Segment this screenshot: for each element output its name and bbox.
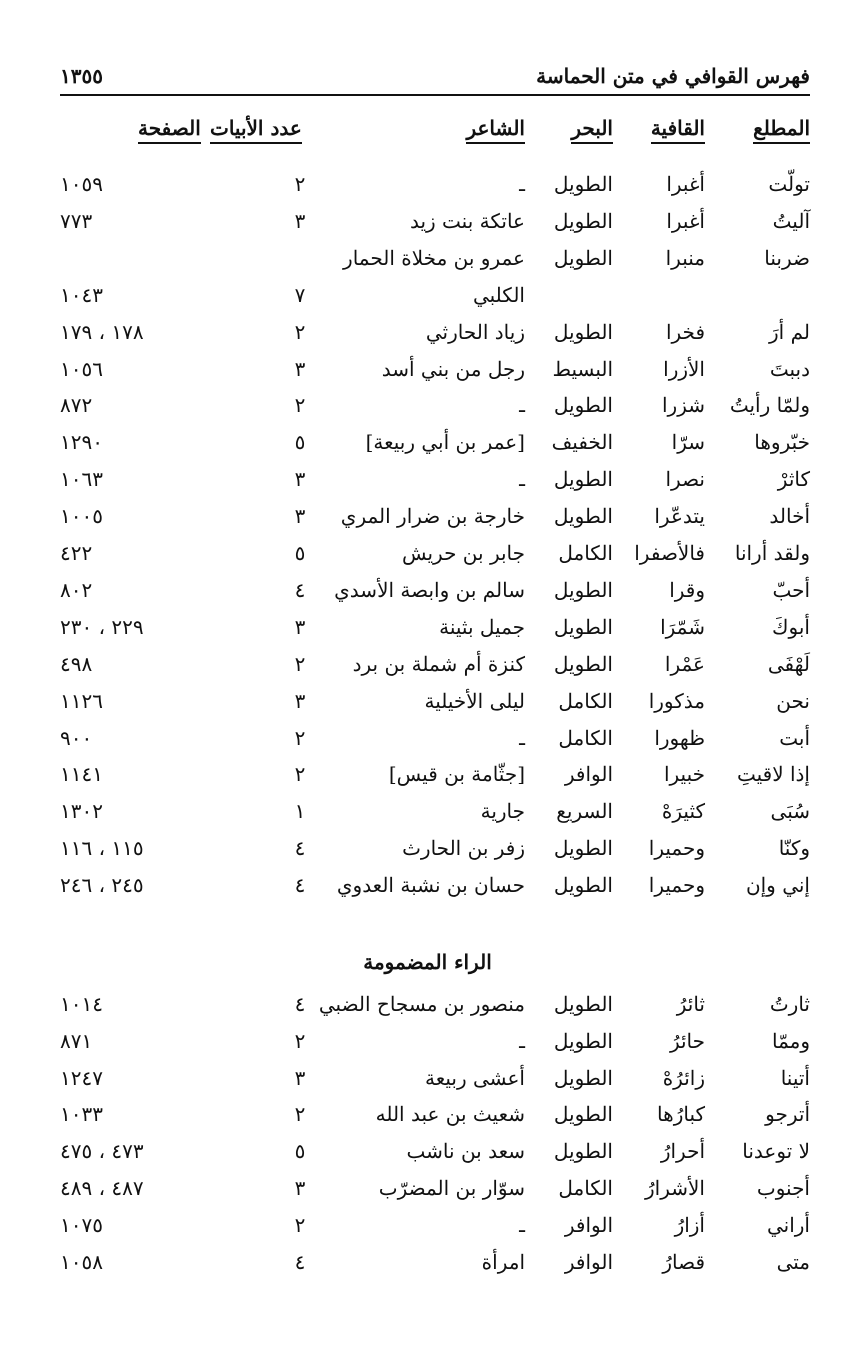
cell-matla: خبّروها — [754, 430, 810, 455]
cell-abyat: ٥ — [294, 430, 306, 455]
cell-abyat: ٢ — [294, 725, 306, 750]
cell-abyat: ٤ — [294, 1249, 306, 1274]
cell-shaer: ليلى الأخيلية — [424, 688, 525, 713]
column-header-qafiya: القافية — [651, 116, 705, 152]
cell-bahr: الطويل — [553, 836, 613, 861]
table-row — [0, 792, 855, 830]
cell-qafiya: كثيرَهْ — [661, 799, 705, 824]
table-row — [0, 534, 855, 572]
cell-matla: ولقد أرانا — [734, 541, 810, 565]
running-title: فهرس القوافي في متن الحماسة — [536, 64, 810, 88]
cell-qafiya: قصارُ — [662, 1249, 705, 1274]
cell-bahr: الخفيف — [551, 430, 613, 455]
table-row — [0, 645, 855, 683]
cell-safha: ١٠٠٥ — [60, 504, 103, 529]
cell-safha: ١٢٩٠ — [60, 430, 103, 455]
cell-safha: ٧٧٣ — [60, 208, 93, 233]
cell-safha: ١٢٤٧ — [60, 1065, 103, 1090]
cell-qafiya: خبيرا — [663, 762, 705, 787]
cell-qafiya: ثائرُ — [676, 992, 705, 1016]
cell-qafiya: منبرا — [665, 245, 705, 270]
cell-shaer: ـ — [519, 1028, 525, 1053]
cell-bahr: الطويل — [553, 467, 613, 492]
cell-abyat: ٤ — [294, 577, 306, 602]
table-row — [0, 386, 855, 424]
cell-bahr: البسيط — [552, 356, 613, 381]
table-row — [0, 608, 855, 646]
table-row — [0, 1132, 855, 1170]
cell-bahr: الكامل — [558, 688, 613, 713]
cell-shaer: جابر بن حريش — [401, 541, 525, 565]
cell-shaer: عمرو بن مخلاة الحمار — [343, 245, 525, 270]
cell-shaer: ـ — [519, 1212, 525, 1237]
cell-qafiya: وحميرا — [648, 836, 705, 861]
cell-bahr: الطويل — [553, 504, 613, 529]
cell-bahr: الطويل — [553, 1139, 613, 1164]
cell-qafiya: الأزرا — [663, 356, 705, 381]
cell-matla: سُبَى — [770, 799, 810, 824]
cell-matla: أبوكَ — [772, 614, 810, 639]
cell-bahr: الطويل — [553, 992, 613, 1016]
cell-matla: أراني — [766, 1212, 810, 1237]
cell-qafiya: سرّا — [671, 430, 705, 455]
cell-abyat: ٣ — [294, 504, 306, 529]
table-row — [0, 1243, 855, 1281]
cell-abyat: ٢ — [294, 1028, 306, 1053]
cell-safha: ١٠٧٥ — [60, 1212, 103, 1237]
cell-bahr: الطويل — [553, 1102, 613, 1127]
cell-bahr: الطويل — [553, 577, 613, 602]
cell-bahr: الطويل — [553, 1065, 613, 1090]
cell-qafiya: نصرا — [665, 467, 705, 492]
cell-bahr: الطويل — [553, 245, 613, 270]
cell-qafiya: عَمْرا — [664, 651, 705, 676]
cell-bahr: الكامل — [558, 725, 613, 750]
cell-qafiya: أغبرا — [666, 208, 705, 233]
cell-matla: كاثرْ — [777, 467, 810, 492]
cell-abyat: ٣ — [294, 688, 306, 713]
cell-qafiya: مذكورا — [648, 688, 705, 713]
cell-safha: ٢٤٥ ، ٢٤٦ — [60, 873, 144, 898]
cell-qafiya: أغبرا — [666, 172, 705, 196]
cell-abyat: ٣ — [294, 1176, 306, 1200]
cell-shaer: زياد الحارثي — [425, 319, 525, 344]
cell-abyat: ١ — [294, 799, 306, 824]
table-row — [0, 755, 855, 793]
cell-qafiya: فالأصفرا — [634, 541, 705, 565]
cell-qafiya: يتدعّرا — [654, 504, 705, 529]
cell-shaer: امرأة — [481, 1249, 525, 1274]
table-row — [0, 1059, 855, 1097]
cell-matla: أبت — [779, 725, 810, 750]
table-row — [0, 1095, 855, 1133]
cell-matla: آليتُ — [772, 208, 810, 233]
cell-qafiya: فخرا — [665, 319, 705, 344]
cell-shaer: سوّار بن المضرّب — [378, 1176, 525, 1200]
cell-matla: ضربنا — [764, 245, 810, 270]
cell-abyat: ٤ — [294, 873, 306, 898]
table-row — [0, 276, 855, 314]
cell-safha: ١٣٠٢ — [60, 799, 103, 824]
cell-safha: ٨٠٢ — [60, 577, 93, 602]
column-header-abyat: عدد الأبيات — [210, 116, 302, 152]
cell-shaer: أعشى ربيعة — [425, 1065, 525, 1090]
cell-shaer: ـ — [519, 467, 525, 492]
cell-abyat: ٥ — [294, 1139, 306, 1164]
cell-bahr: الطويل — [553, 319, 613, 344]
cell-qafiya: زائرُهْ — [662, 1065, 705, 1090]
cell-qafiya: حائرُ — [669, 1028, 705, 1053]
cell-shaer: خارجة بن ضرار المري — [340, 504, 525, 529]
cell-qafiya: كبارُها — [657, 1102, 705, 1127]
cell-safha: ٨٧٢ — [60, 393, 93, 418]
cell-bahr: الكامل — [558, 541, 613, 565]
cell-safha: ١٠٣٣ — [60, 1102, 103, 1127]
cell-matla: نحن — [776, 688, 810, 713]
column-header-bahr: البحر — [571, 116, 613, 152]
cell-abyat: ٣ — [294, 614, 306, 639]
table-row — [0, 571, 855, 609]
table-row — [0, 866, 855, 904]
cell-shaer: رجل من بني أسد — [381, 356, 525, 381]
cell-abyat: ٧ — [294, 282, 306, 307]
cell-qafiya: وقرا — [669, 577, 705, 602]
cell-bahr: الطويل — [553, 614, 613, 639]
cell-bahr: الطويل — [553, 172, 613, 196]
cell-matla: متى — [776, 1249, 810, 1274]
column-header-shaer: الشاعر — [466, 116, 525, 152]
cell-matla: تولّت — [768, 172, 810, 196]
cell-matla: ثارتُ — [769, 992, 810, 1016]
cell-matla: أترجو — [765, 1102, 810, 1127]
cell-safha: ١٠١٤ — [60, 992, 103, 1016]
cell-shaer: الكلبي — [472, 282, 525, 307]
cell-bahr: الطويل — [553, 651, 613, 676]
table-row — [0, 165, 855, 203]
cell-matla: لا توعدنا — [742, 1139, 810, 1164]
cell-abyat: ٣ — [294, 208, 306, 233]
cell-shaer: [عمر بن أبي ربيعة] — [365, 430, 525, 455]
cell-shaer: شعيث بن عبد الله — [375, 1102, 525, 1127]
cell-matla: أتينا — [780, 1065, 810, 1090]
table-row — [0, 497, 855, 535]
cell-qafiya: ظهورا — [654, 725, 705, 750]
cell-qafiya: أحرارُ — [660, 1139, 705, 1164]
cell-abyat: ٢ — [294, 319, 306, 344]
column-header-safha: الصفحة — [138, 116, 201, 152]
cell-matla: وكنّا — [778, 836, 810, 861]
cell-abyat: ٢ — [294, 1102, 306, 1127]
cell-shaer: جارية — [480, 799, 525, 824]
cell-safha: ١٠٥٩ — [60, 172, 103, 196]
cell-bahr: الكامل — [558, 1176, 613, 1200]
cell-qafiya: شَمّرَا — [660, 614, 705, 639]
table-row — [0, 682, 855, 720]
table-row — [0, 1169, 855, 1207]
cell-shaer: زفر بن الحارث — [402, 836, 525, 861]
cell-matla: إذا لاقيتِ — [736, 762, 810, 787]
cell-matla: ولمّا رأيتُ — [729, 393, 810, 418]
cell-safha: ١٧٨ ، ١٧٩ — [60, 319, 144, 344]
cell-matla: لَهْفَى — [767, 651, 810, 676]
cell-safha: ٩٠٠ — [60, 725, 93, 750]
cell-bahr: الطويل — [553, 1028, 613, 1053]
table-row — [0, 202, 855, 240]
cell-qafiya: شزرا — [661, 393, 705, 418]
table-row — [0, 460, 855, 498]
table-row — [0, 239, 855, 277]
cell-abyat: ٣ — [294, 356, 306, 381]
cell-abyat: ٤ — [294, 992, 306, 1016]
cell-qafiya: أزارُ — [674, 1212, 705, 1237]
running-head — [60, 60, 810, 96]
cell-safha: ١٠٥٨ — [60, 1249, 103, 1274]
section-title: الراء المضمومة — [363, 950, 492, 974]
table-row — [0, 1206, 855, 1244]
column-header-matla: المطلع — [753, 116, 810, 152]
cell-shaer: ـ — [519, 172, 525, 196]
cell-safha: ٤٢٢ — [60, 541, 93, 565]
cell-safha: ١١٥ ، ١١٦ — [60, 836, 144, 861]
cell-qafiya: وحميرا — [648, 873, 705, 898]
cell-safha: ١١٢٦ — [60, 688, 103, 713]
cell-safha: ١٠٦٣ — [60, 467, 103, 492]
cell-abyat: ٢ — [294, 393, 306, 418]
cell-abyat: ٥ — [294, 541, 306, 565]
cell-matla: إني وإن — [745, 873, 810, 898]
cell-matla: لم أرَ — [769, 319, 810, 344]
cell-shaer: منصور بن مسجاح الضبي — [318, 992, 525, 1016]
cell-abyat: ٣ — [294, 1065, 306, 1090]
cell-shaer: عاتكة بنت زيد — [409, 208, 525, 233]
cell-safha: ٤٩٨ — [60, 651, 93, 676]
table-row — [0, 313, 855, 351]
cell-abyat: ٣ — [294, 467, 306, 492]
cell-matla: أحبّ — [772, 577, 810, 602]
cell-abyat: ٤ — [294, 836, 306, 861]
cell-qafiya: الأشرارُ — [645, 1176, 705, 1200]
cell-safha: ٢٢٩ ، ٢٣٠ — [60, 614, 144, 639]
cell-shaer: سالم بن وابصة الأسدي — [334, 577, 525, 602]
cell-safha: ١٠٥٦ — [60, 356, 103, 381]
cell-bahr: الوافر — [564, 1249, 613, 1274]
cell-shaer: [جثّامة بن قيس] — [388, 762, 525, 787]
cell-bahr: الوافر — [564, 762, 613, 787]
table-row — [0, 985, 855, 1023]
table-row — [0, 350, 855, 388]
table-row — [0, 423, 855, 461]
cell-abyat: ٢ — [294, 651, 306, 676]
table-row — [0, 829, 855, 867]
cell-matla: دببتَ — [769, 356, 810, 381]
cell-safha: ٤٨٧ ، ٤٨٩ — [60, 1176, 144, 1200]
cell-shaer: حسان بن نشبة العدوي — [336, 873, 525, 898]
cell-shaer: كنزة أم شملة بن برد — [352, 651, 525, 676]
cell-bahr: الوافر — [564, 1212, 613, 1237]
cell-abyat: ٢ — [294, 1212, 306, 1237]
page-number: ١٣٥٥ — [60, 64, 103, 88]
cell-shaer: سعد بن ناشب — [406, 1139, 525, 1164]
cell-bahr: الطويل — [553, 393, 613, 418]
cell-safha: ٨٧١ — [60, 1028, 93, 1053]
table-row — [0, 1022, 855, 1060]
cell-safha: ١١٤١ — [60, 762, 103, 787]
cell-matla: أجنوب — [756, 1176, 810, 1200]
cell-shaer: ـ — [519, 725, 525, 750]
cell-shaer: جميل بثينة — [439, 614, 525, 639]
cell-abyat: ٢ — [294, 172, 306, 196]
cell-bahr: الطويل — [553, 208, 613, 233]
cell-abyat: ٢ — [294, 762, 306, 787]
cell-shaer: ـ — [519, 393, 525, 418]
cell-bahr: الطويل — [553, 873, 613, 898]
cell-safha: ١٠٤٣ — [60, 282, 103, 307]
table-row — [0, 719, 855, 757]
cell-matla: أخالد — [769, 504, 810, 529]
cell-safha: ٤٧٣ ، ٤٧٥ — [60, 1139, 144, 1164]
cell-bahr: السريع — [556, 799, 613, 824]
cell-matla: وممّا — [771, 1028, 810, 1053]
